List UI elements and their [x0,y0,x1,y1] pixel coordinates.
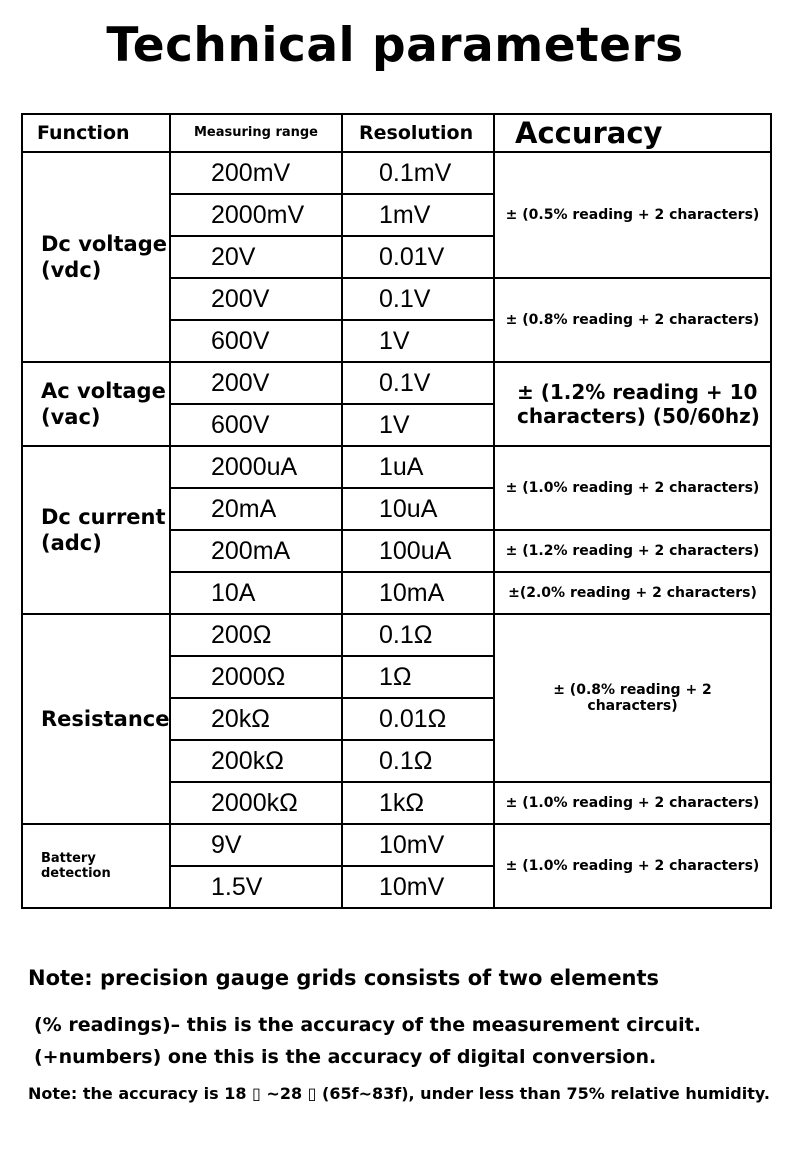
resolution-cell: 10mA [342,572,494,614]
accuracy-cell: ± (1.2% reading + 2 characters) [494,530,771,572]
accuracy-cell: ±(2.0% reading + 2 characters) [494,572,771,614]
function-dc-current: Dc current (adc) [22,446,170,614]
range-cell: 200V [170,362,342,404]
accuracy-cell: ± (0.8% reading + 2 characters) [494,278,771,362]
function-battery: Battery detection [22,824,170,908]
accuracy-cell: ± (0.8% reading + 2 characters) [494,614,771,782]
range-cell: 2000mV [170,194,342,236]
range-cell: 600V [170,404,342,446]
header-function: Function [22,114,170,152]
range-cell: 1.5V [170,866,342,908]
accuracy-cell: ± (1.0% reading + 2 characters) [494,446,771,530]
range-cell: 9V [170,824,342,866]
range-cell: 20mA [170,488,342,530]
spec-table [21,113,772,909]
resolution-cell: 1V [342,320,494,362]
range-cell: 200mV [170,152,342,194]
table-header-row [22,114,771,152]
note-line-3: (+numbers) one this is the accuracy of digital conversion. [34,1046,657,1068]
range-cell: 2000kΩ [170,782,342,824]
resolution-cell: 10mV [342,866,494,908]
resolution-cell: 1V [342,404,494,446]
function-ac-voltage: Ac voltage (vac) [22,362,170,446]
page-title: Technical parameters [106,18,684,73]
header-range: Measuring range [170,114,342,152]
function-dc-voltage: Dc voltage (vdc) [22,152,170,362]
range-cell: 200V [170,278,342,320]
range-cell: 2000uA [170,446,342,488]
function-resistance: Resistance [22,614,170,824]
table-row [22,152,771,194]
note-line-1: Note: precision gauge grids consists of two elements [28,966,660,990]
range-cell: 200Ω [170,614,342,656]
range-cell: 2000Ω [170,656,342,698]
resolution-cell: 0.1Ω [342,740,494,782]
resolution-cell: 100uA [342,530,494,572]
table-row [22,446,771,488]
resolution-cell: 0.01V [342,236,494,278]
resolution-cell: 10uA [342,488,494,530]
resolution-cell: 0.1V [342,362,494,404]
header-resolution: Resolution [342,114,494,152]
resolution-cell: 10mV [342,824,494,866]
range-cell: 200mA [170,530,342,572]
accuracy-cell: ± (1.2% reading + 10 characters) (50/60hz) [494,362,771,446]
resolution-cell: 1kΩ [342,782,494,824]
table-row [22,824,771,866]
note-line-4: Note: the accuracy is 18 ▯ ~28 ▯ (65f~83f), under less than 75% relative humidity. [28,1084,770,1103]
accuracy-cell: ± (1.0% reading + 2 characters) [494,824,771,908]
resolution-cell: 0.1V [342,278,494,320]
range-cell: 10A [170,572,342,614]
range-cell: 600V [170,320,342,362]
range-cell: 20V [170,236,342,278]
resolution-cell: 1uA [342,446,494,488]
resolution-cell: 1mV [342,194,494,236]
accuracy-cell: ± (0.5% reading + 2 characters) [494,152,771,278]
range-cell: 20kΩ [170,698,342,740]
note-line-2: (% readings)– this is the accuracy of the measurement circuit. [34,1014,701,1036]
accuracy-cell: ± (1.0% reading + 2 characters) [494,782,771,824]
range-cell: 200kΩ [170,740,342,782]
resolution-cell: 0.1Ω [342,614,494,656]
table-row [22,614,771,656]
resolution-cell: 0.1mV [342,152,494,194]
table-row [22,362,771,404]
header-accuracy: Accuracy [494,114,771,152]
resolution-cell: 0.01Ω [342,698,494,740]
resolution-cell: 1Ω [342,656,494,698]
